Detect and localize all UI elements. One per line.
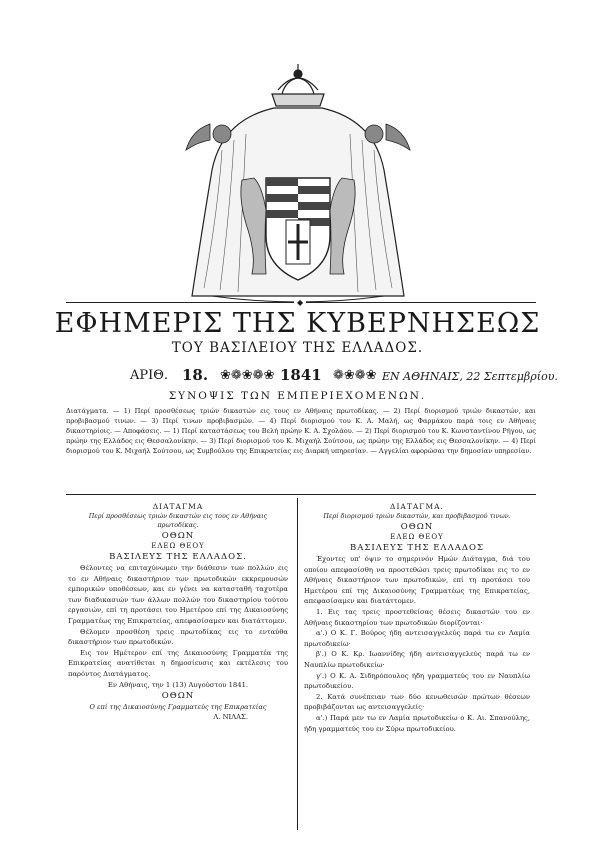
masthead-rule — [66, 300, 536, 306]
decree-paragraph: 2. Κατά συνέπειαν των δύο κενωθεισών πρώτων θέσεων προβιβάζονται ως αντεισαγγελείς· — [304, 692, 530, 712]
decree-paragraph: α'.) Παρά μεν τω εν Λαμία πρωτοδικείω ο Κ. Αι. Σπανούλης, ήδη γραμματεύς του εν Σύρω πρωτοδικείου. — [304, 713, 530, 733]
decree-paragraph: β'.) Ο Κ. Κρ. Ιωαννίδης ήδη αντεισαγγελεύς παρά τω εν Ναυπλίω πρωτοδικείω· — [304, 650, 530, 669]
decree-body — [68, 563, 288, 680]
ornament-right: ❁❀❁❀ — [333, 368, 377, 383]
decree-paragraph: Θέλοντες να επιταχύνωμεν την διάθεσιν των πολλών εις το εν Αθήναις δικαστήριον των πρωτοδικών εκκρεμουσών εμπορικών υποθέσεων, και εν γένει να κατασταθή ταχυτέρα των διαδικασιών των άλλων πολλών του δικαστηρίου τούτου εργασιών, επί τη προτάσει του Ημετέρου επί της Δικαιοσύνης Γραμματέως της Επικρατείας, απεφασίσαμεν και διατάττομεν. — [68, 564, 288, 625]
synopsis-text — [66, 406, 536, 456]
column-divider — [297, 498, 298, 830]
minister-name: Λ. ΝΙΛΑΣ. — [213, 712, 248, 721]
section-divider — [66, 494, 536, 495]
decree-body — [304, 554, 530, 734]
royal-coat-of-arms-icon — [182, 60, 414, 308]
newspaper-title: ΕΦΗΜΕΡΙΣ ΤΗΣ ΚΥΒΕΡΝΗΣΕΩΣ — [54, 308, 541, 339]
by-grace: ΕΛΕΩ ΘΕΟΥ — [151, 542, 205, 550]
king-title: ΒΑΣΙΛΕΥΣ ΤΗΣ ΕΛΛΑΔΟΣ — [350, 543, 484, 553]
issue-number: 18. — [182, 366, 209, 384]
issue-number-label: ΑΡΙΘ. — [130, 368, 169, 383]
decree-date: Εν Αθήναις, την 1 (13) Αυγούστου 1841. — [107, 680, 249, 689]
decree-paragraph: 1. Εις τας τρεις προστεθείσας θέσεις δικαστών του εν Αθήναις δικαστηρίου των πρωτοδικών διορίζονται· — [304, 607, 530, 627]
decree-intro: Περί διορισμού τριών δικαστών, και προβιβασμού τινων. — [323, 512, 511, 520]
king-title: ΒΑΣΙΛΕΥΣ ΤΗΣ ΕΛΛΑΔΟΣ. — [109, 552, 247, 562]
decree-paragraph: α'.) Ο Κ. Γ. Βούρος ήδη αντεισαγγελεύς παρά τω εν Λαμία πρωτοδικείω· — [304, 629, 530, 648]
countersign-label: Ο επί της Δικαιοσύνης Γραμματεύς της Επικρατείας — [89, 702, 267, 711]
issue-dateline: ΕΝ ΑΘΗΝΑΙΣ, 22 Σεπτεμβρίου. — [382, 370, 558, 383]
left-column — [68, 502, 288, 722]
issue-line — [100, 366, 558, 388]
decree-heading: ΔΙΑΤΑΓΜΑ — [152, 502, 204, 511]
decree-paragraph: Εις τον Ημέτερον επί της Δικαιοσύνης Γραμματέα της Επικρατείας ανατίθεται η δημοσίευσις και εκτέλεσις του παρόντος Διατάγματος. — [68, 648, 288, 678]
ornament-left: ❀❁❀❁❀ — [220, 368, 275, 383]
decree-signature: ΟΘΩΝ — [161, 690, 195, 701]
by-grace: ΕΛΕΩ ΘΕΟΥ — [390, 533, 444, 541]
king-name: ΟΘΩΝ — [161, 531, 195, 541]
rule-ornament: ◆ — [294, 298, 306, 307]
synopsis-paragraph: Διατάγματα. — 1) Περί προσθέσεως τριών δικαστών εις τους εν Αθήναις πρωτοδίκας. — 2) Περί διορισμού τριών δικαστών, και προβιβασμού τινων. — 3) Περί τινων προβιβασμών. — 4) Περί διορισμού του Κ. Α. Μαλή, ως Φαρμάκου παρά τοις εν Αθήναις δικαστηρίοις. — Αποφάσεις. — 1) Περί καταστάσεως του Βελή πρώην Κ. Α. Σχολάου. — 2) Περί διορισμού του Κ. Κωνσταντίνου Ρήγου, ως πρώην της Ελλάδος εις Θεσσαλονίκην. — 3) Περί διορισμού του Κ. Μιχαήλ Σούτσου, ως πρώην της Ελλάδος εις Θεσσαλονίκην. — 4) Περί διορισμού του Κ. Μιχαήλ Σούτσου, ως Συμβούλου της Επικρατείας εις Διαρκή υπηρεσίαν. — Αγγελίαι αφορώσαι την δημοσίαν υπηρεσίαν. — [66, 407, 536, 455]
decree-paragraph: Θέλομεν προσθέση τρεις πρωτοδίκας εις το ενταύθα δικαστήριον των πρωτοδικών. — [68, 627, 288, 647]
decree-heading: ΔΙΑΤΑΓΜΑ. — [390, 502, 444, 511]
newspaper-subtitle: ΤΟΥ ΒΑΣΙΛΕΙΟΥ ΤΗΣ ΕΛΛΑΔΟΣ. — [171, 340, 424, 356]
decree-paragraph: Έχοντες υπ' όψιν το σημερινόν Ημών Διάταγμα, διά του οποίου απεφασίσθη να προστεθώσι τρεις πρωτοδίκαι εις το εν Αθήναις δικαστήριον των πρωτοδικών, επί τη προτάσει του Ημετέρου επί της Δικαιοσύνης Γραμματέως της Επικρατείας, απεφασίσαμεν και διατάττομεν. — [304, 555, 530, 606]
decree-intro: Περί προσθέσεως τριών δικαστών εις τους εν Αθήναις πρωτοδίκας. — [88, 512, 268, 529]
issue-year: 1841 — [280, 366, 322, 384]
right-column — [304, 502, 530, 734]
synopsis-title: ΣΥΝΟΨΙΣ ΤΩΝ ΕΜΠΕΡΙΕΧΟΜΕΝΩΝ. — [168, 390, 427, 402]
king-name: ΟΘΩΝ — [400, 522, 434, 532]
decree-paragraph: γ'.) Ο Κ. Α. Σιδηρόπουλος ήδη γραμματεύς του εν Ναυπλίω πρωτοδικείου. — [304, 671, 530, 691]
